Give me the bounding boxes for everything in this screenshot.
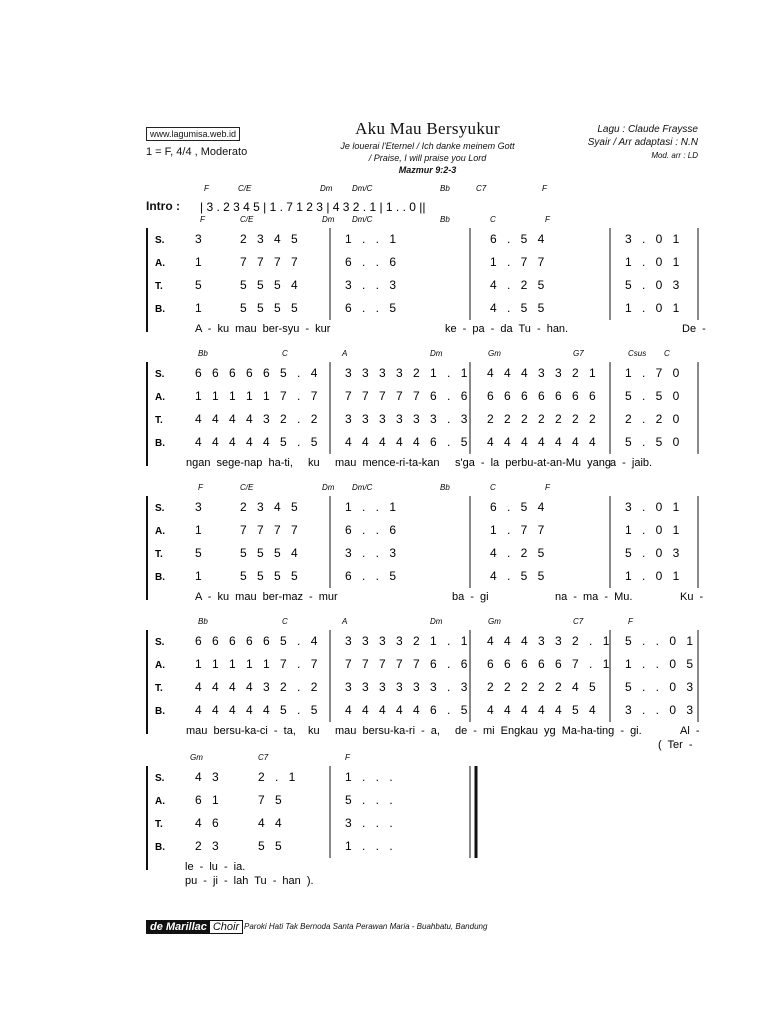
lyric-text: ( Ter - (658, 739, 693, 751)
notation-cell: 3 . 0 1 (625, 500, 681, 514)
chord-label: C (282, 617, 288, 626)
lyric-text: pu - ji - lah Tu - han ). (185, 875, 314, 887)
logo-dark-text: de Marillac (147, 921, 210, 933)
composer-credit: Lagu : Claude Fraysse (597, 124, 698, 135)
notation-cell: 7 7 7 7 7 6 . 6 (345, 657, 469, 671)
notation-cell: 5 . 0 3 (625, 278, 681, 292)
chord-label: Dm/C (352, 483, 373, 492)
notation-cell: 1 1 1 1 1 7 . 7 (195, 389, 319, 403)
chord-label: Bb (198, 617, 208, 626)
chord-label: F (545, 483, 550, 492)
chord-label: F (198, 483, 203, 492)
notation-cell: 6 . 5 4 (490, 232, 546, 246)
chord-label: Dm (322, 215, 335, 224)
voice-label: A. (155, 526, 165, 537)
voice-label: A. (155, 796, 165, 807)
notation-cell: 5 . 0 3 (625, 546, 681, 560)
chord-label: Bb (440, 483, 450, 492)
notation-cell: 2 2 2 2 2 4 5 (487, 680, 597, 694)
system-2 (0, 348, 768, 473)
intro-line (190, 182, 640, 218)
lyric-text: le - lu - ia. (185, 861, 246, 873)
voice-label: B. (155, 706, 165, 717)
voice-label: B. (155, 842, 165, 853)
notation-cell: 4 4 (258, 816, 283, 830)
chord-label: A (342, 617, 348, 626)
key-signature: 1 = F, 4/4 , Moderato (146, 146, 248, 158)
notation-cell: 3 3 3 3 2 1 . 1 (345, 634, 469, 648)
notation-cell: 4 4 4 4 4 6 . 5 (345, 703, 469, 717)
voice-label: S. (155, 637, 165, 648)
lyric-text: A - ku mau ber-maz - mur (195, 591, 338, 603)
notation-cell: 1 1 1 1 1 7 . 7 (195, 657, 319, 671)
voice-label: B. (155, 572, 165, 583)
voice-label: T. (155, 281, 163, 292)
chord-label: A (342, 349, 348, 358)
song-title: Aku Mau Bersyukur (355, 119, 500, 138)
notation-cell: 7 5 (258, 793, 283, 807)
notation-cell: 5 . . 0 3 (625, 680, 695, 694)
chord-label: C/E (240, 215, 254, 224)
chord-label: Dm (430, 617, 443, 626)
notation-cell: 4 . 2 5 (490, 546, 546, 560)
notation-cell: 4 4 4 4 3 2 . 2 (195, 412, 319, 426)
lyric-text: na - ma - Mu. (555, 591, 633, 603)
lyric-text: a - jaib. (610, 457, 653, 469)
notation-cell: 5 . . . (345, 793, 394, 807)
chord-label: C/E (240, 483, 254, 492)
chord-label: F (200, 215, 205, 224)
voice-label: T. (155, 683, 163, 694)
notation-cell: 7 7 7 7 (240, 255, 299, 269)
lyric-text: ke - pa - da Tu - han. (445, 323, 569, 335)
notation-cell: 4 4 4 4 4 4 4 (487, 435, 597, 449)
notation-cell: 6 6 6 6 6 7 . 1 (487, 657, 611, 671)
notation-cell: 1 . . 1 (345, 232, 398, 246)
notation-cell: 4 6 (195, 816, 220, 830)
chord-label: C (490, 215, 496, 224)
notation-cell: 1 . 0 1 (625, 523, 681, 537)
subtitle-languages: Je louerai l'Eternel / Ich danke meinem Gott (340, 141, 515, 151)
notation-cell: 1 . 7 7 (490, 255, 546, 269)
notation-cell: 1 . 0 1 (625, 255, 681, 269)
lyric-text: de - mi Engkau yg Ma-ha-ting - gi. (455, 725, 642, 737)
lyric-text: Al - (680, 725, 700, 737)
notation-cell: 1 . . 1 (345, 500, 398, 514)
chord-label: Gm (190, 753, 203, 762)
notation-cell: 5 5 5 5 (240, 301, 299, 315)
notation-cell: 1 . 0 1 (625, 301, 681, 315)
intro-chord: Dm (320, 184, 333, 193)
notation-cell: 1 . 0 1 (625, 569, 681, 583)
chord-label: Csus (628, 349, 647, 358)
voice-label: T. (155, 549, 163, 560)
notation-cell: 1 (195, 569, 203, 583)
lyric-text: ngan sege-nap ha-ti, (186, 457, 293, 469)
notation-cell: 4 4 4 4 4 5 . 5 (195, 435, 319, 449)
notation-cell: 6 6 6 6 6 5 . 4 (195, 634, 319, 648)
notation-cell: 4 4 4 4 4 5 . 5 (195, 703, 319, 717)
notation-cell: 1 . 7 0 (625, 366, 681, 380)
notation-cell: 5 5 5 4 (240, 546, 299, 560)
notation-cell: 3 (195, 500, 203, 514)
notation-cell: 3 . 0 1 (625, 232, 681, 246)
notation-cell: 5 . . 0 1 (625, 634, 695, 648)
subtitle-english: / Praise, I will praise you Lord (368, 153, 487, 163)
notation-cell: 6 . . 5 (345, 569, 398, 583)
intro-chord: C7 (476, 184, 487, 193)
voice-label: A. (155, 660, 165, 671)
parish-footer: Paroki Hati Tak Bernoda Santa Perawan Maria - Buahbatu, Bandung (244, 922, 488, 931)
lyric-text: ku (308, 457, 320, 469)
notation-cell: 4 . 5 5 (490, 301, 546, 315)
notation-cell: 5 5 5 5 (240, 569, 299, 583)
notation-cell: 2 3 (195, 839, 220, 853)
lyricist-credit: Syair / Arr adaptasi : N.N (587, 137, 698, 148)
intro-chord: F (542, 184, 547, 193)
lyric-text: mau bersu-ka-ri - a, (335, 725, 440, 737)
intro-notes: | 3 . 2 3 4 5 | 1 . 7 1 2 3 | 4 3 2 . 1 | 1 . . 0 || (200, 200, 426, 214)
notation-cell: 2 . 1 (258, 770, 297, 784)
notation-cell: 4 . 2 5 (490, 278, 546, 292)
notation-cell: 4 4 4 4 4 5 4 (487, 703, 597, 717)
psalm-reference: Mazmur 9:2-3 (398, 165, 457, 175)
notation-cell: 4 4 4 4 4 6 . 5 (345, 435, 469, 449)
lyric-text: Ku - (680, 591, 704, 603)
intro-chord: C/E (238, 184, 252, 193)
notation-cell: 2 . 2 0 (625, 412, 681, 426)
notation-cell: 6 . . 6 (345, 255, 398, 269)
chord-label: C (664, 349, 670, 358)
system-1 (0, 214, 768, 339)
notation-cell: 6 . . 6 (345, 523, 398, 537)
chord-label: Bb (198, 349, 208, 358)
voice-label: S. (155, 235, 165, 246)
intro-chord: Bb (440, 184, 450, 193)
lyric-text: mau mence-ri-ta-kan (335, 457, 440, 469)
system-4 (0, 616, 768, 751)
notation-cell: 4 4 4 3 3 2 1 (487, 366, 597, 380)
notation-cell: 2 2 2 2 2 2 2 (487, 412, 597, 426)
notation-cell: 3 . . 3 (345, 546, 398, 560)
notation-cell: 1 . . . (345, 839, 394, 853)
lyric-text: mau bersu-ka-ci - ta, (186, 725, 296, 737)
notation-cell: 1 (195, 255, 203, 269)
voice-label: S. (155, 773, 165, 784)
chord-label: C7 (258, 753, 269, 762)
choir-logo (146, 920, 243, 934)
notation-cell: 7 7 7 7 7 6 . 6 (345, 389, 469, 403)
chord-label: F (345, 753, 350, 762)
modification-credit: Mod. arr : LD (651, 151, 698, 160)
voice-label: T. (155, 415, 163, 426)
notation-cell: 1 (195, 301, 203, 315)
intro-chord: Dm/C (352, 184, 373, 193)
chord-label: Dm/C (352, 215, 373, 224)
notation-cell: 5 5 (258, 839, 283, 853)
voice-label: S. (155, 503, 165, 514)
chord-label: C (282, 349, 288, 358)
notation-cell: 5 5 5 4 (240, 278, 299, 292)
lyric-text: A - ku mau ber-syu - kur (195, 323, 331, 335)
notation-cell: 3 . . 3 (345, 278, 398, 292)
chord-label: Bb (440, 215, 450, 224)
notation-cell: 3 . . 0 3 (625, 703, 695, 717)
notation-cell: 3 3 3 3 3 3 . 3 (345, 412, 469, 426)
system-3 (0, 482, 768, 607)
website-label: www.lagumisa.web.id (146, 127, 240, 141)
notation-cell: 6 6 6 6 6 6 6 (487, 389, 597, 403)
lyric-text: De - (682, 323, 706, 335)
notation-cell: 3 . . . (345, 816, 394, 830)
system-5 (0, 752, 768, 887)
lyric-text: s'ga - la perbu-at-an-Mu yang (455, 457, 611, 469)
chord-label: F (545, 215, 550, 224)
chord-label: F (628, 617, 633, 626)
notation-cell: 6 1 (195, 793, 220, 807)
lyric-text: ba - gi (452, 591, 489, 603)
chord-label: C7 (573, 617, 584, 626)
notation-cell: 3 3 3 3 3 3 . 3 (345, 680, 469, 694)
chord-label: G7 (573, 349, 584, 358)
notation-cell: 4 3 (195, 770, 220, 784)
chord-label: Gm (488, 617, 501, 626)
voice-label: S. (155, 369, 165, 380)
notation-cell: 4 4 4 3 3 2 . 1 (487, 634, 611, 648)
notation-cell: 6 6 6 6 6 5 . 4 (195, 366, 319, 380)
chord-label: C (490, 483, 496, 492)
intro-chord: F (204, 184, 209, 193)
notation-cell: 5 . 5 0 (625, 389, 681, 403)
intro-chords (204, 184, 548, 193)
notation-cell: 3 3 3 3 2 1 . 1 (345, 366, 469, 380)
lyric-text: ku (308, 725, 320, 737)
voice-label: B. (155, 438, 165, 449)
notation-cell: 6 . . 5 (345, 301, 398, 315)
voice-label: B. (155, 304, 165, 315)
notation-cell: 5 (195, 278, 203, 292)
notation-cell: 1 . 7 7 (490, 523, 546, 537)
chord-label: Dm (430, 349, 443, 358)
voice-label: A. (155, 392, 165, 403)
notation-cell: 1 . . . (345, 770, 394, 784)
logo-light-text: Choir (212, 921, 240, 933)
notation-cell: 7 7 7 7 (240, 523, 299, 537)
voice-label: T. (155, 819, 163, 830)
chord-label: Dm (322, 483, 335, 492)
notation-cell: 1 (195, 523, 203, 537)
voice-label: A. (155, 258, 165, 269)
notation-cell: 2 3 4 5 (240, 500, 299, 514)
notation-cell: 5 . 5 0 (625, 435, 681, 449)
notation-cell: 1 . . 0 5 (625, 657, 695, 671)
notation-cell: 4 4 4 4 3 2 . 2 (195, 680, 319, 694)
notation-cell: 2 3 4 5 (240, 232, 299, 246)
notation-cell: 6 . 5 4 (490, 500, 546, 514)
notation-cell: 5 (195, 546, 203, 560)
chord-label: Gm (488, 349, 501, 358)
notation-cell: 4 . 5 5 (490, 569, 546, 583)
intro-label: Intro : (146, 199, 180, 213)
notation-cell: 3 (195, 232, 203, 246)
